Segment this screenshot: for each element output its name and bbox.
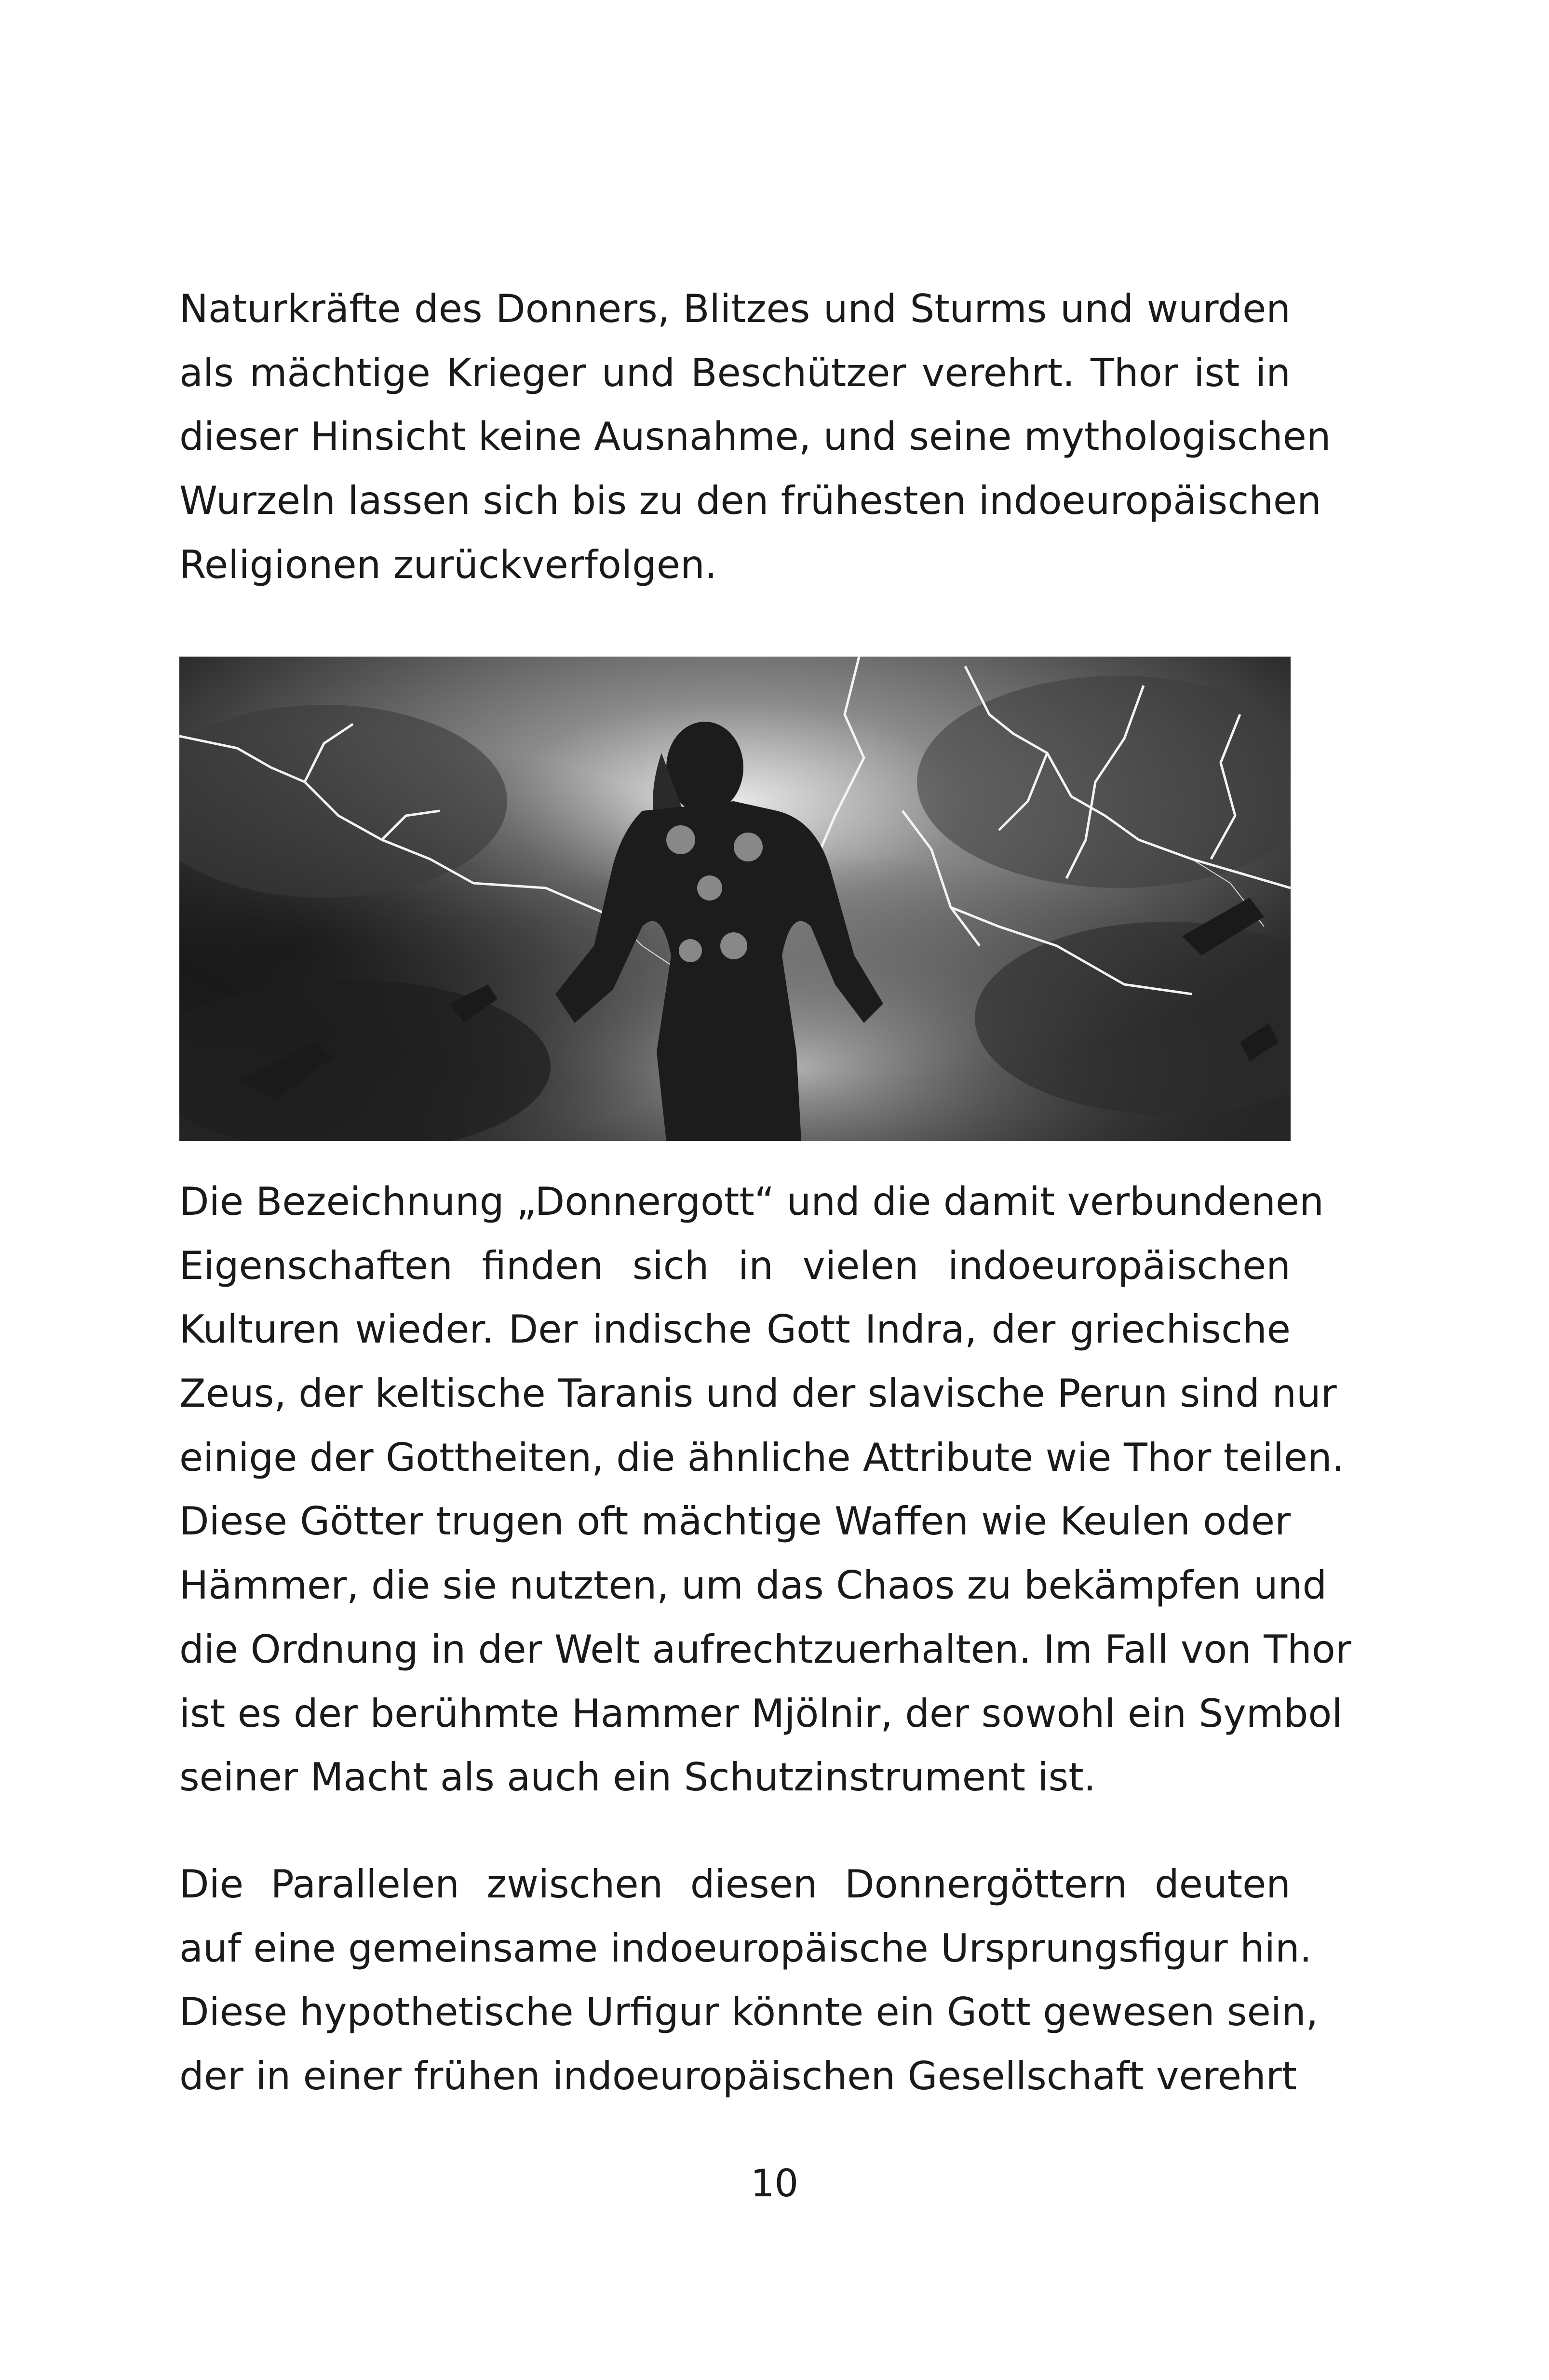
text-line: als mächtige Krieger und Beschützer verehrt. Thor ist in [179, 350, 1291, 395]
text-line: Zeus, der keltische Taranis und der slavische Perun sind nur [179, 1371, 1337, 1416]
text-line: Naturkräfte des Donners, Blitzes und Sturms und wurden [179, 286, 1291, 331]
page-number: 10 [750, 2162, 799, 2205]
text-line: Wurzeln lassen sich bis zu den frühesten indoeuropäischen [179, 478, 1321, 524]
paragraph-2 [179, 1170, 1351, 1810]
paragraph-3 [179, 1853, 1319, 2109]
thor-storm-illustration [179, 657, 1291, 1141]
text-line: die Ordnung in der Welt aufrechtzuerhalten. Im Fall von Thor [179, 1627, 1351, 1672]
text-line: auf eine gemeinsame indoeuropäische Ursprungsfigur hin. [179, 1925, 1312, 1971]
text-line: ist es der berühmte Hammer Mjölnir, der sowohl ein Symbol [179, 1691, 1343, 1736]
text-line: Hämmer, die sie nutzten, um das Chaos zu bekämpfen und [179, 1563, 1327, 1608]
paragraph-1 [179, 277, 1331, 597]
text-line: einige der Gottheiten, die ähnliche Attribute wie Thor teilen. [179, 1435, 1345, 1480]
text-line: dieser Hinsicht keine Ausnahme, und seine mythologischen [179, 414, 1331, 459]
text-line: Die Parallelen zwischen diesen Donnergöttern deuten [179, 1862, 1291, 1907]
text-line: der in einer frühen indoeuropäischen Gesellschaft verehrt [179, 2054, 1297, 2099]
text-line: seiner Macht als auch ein Schutzinstrument ist. [179, 1755, 1096, 1800]
text-line: Eigenschaften finden sich in vielen indoeuropäischen [179, 1243, 1291, 1288]
text-line: Diese Götter trugen oft mächtige Waffen wie Keulen oder [179, 1499, 1291, 1544]
text-line: Kulturen wieder. Der indische Gott Indra, der griechische [179, 1307, 1291, 1352]
text-line: Diese hypothetische Urfigur könnte ein Gott gewesen sein, [179, 1990, 1319, 2035]
text-line: Religionen zurückverfolgen. [179, 542, 717, 587]
text-line: Die Bezeichnung „Donnergott“ und die damit verbundenen [179, 1179, 1324, 1224]
